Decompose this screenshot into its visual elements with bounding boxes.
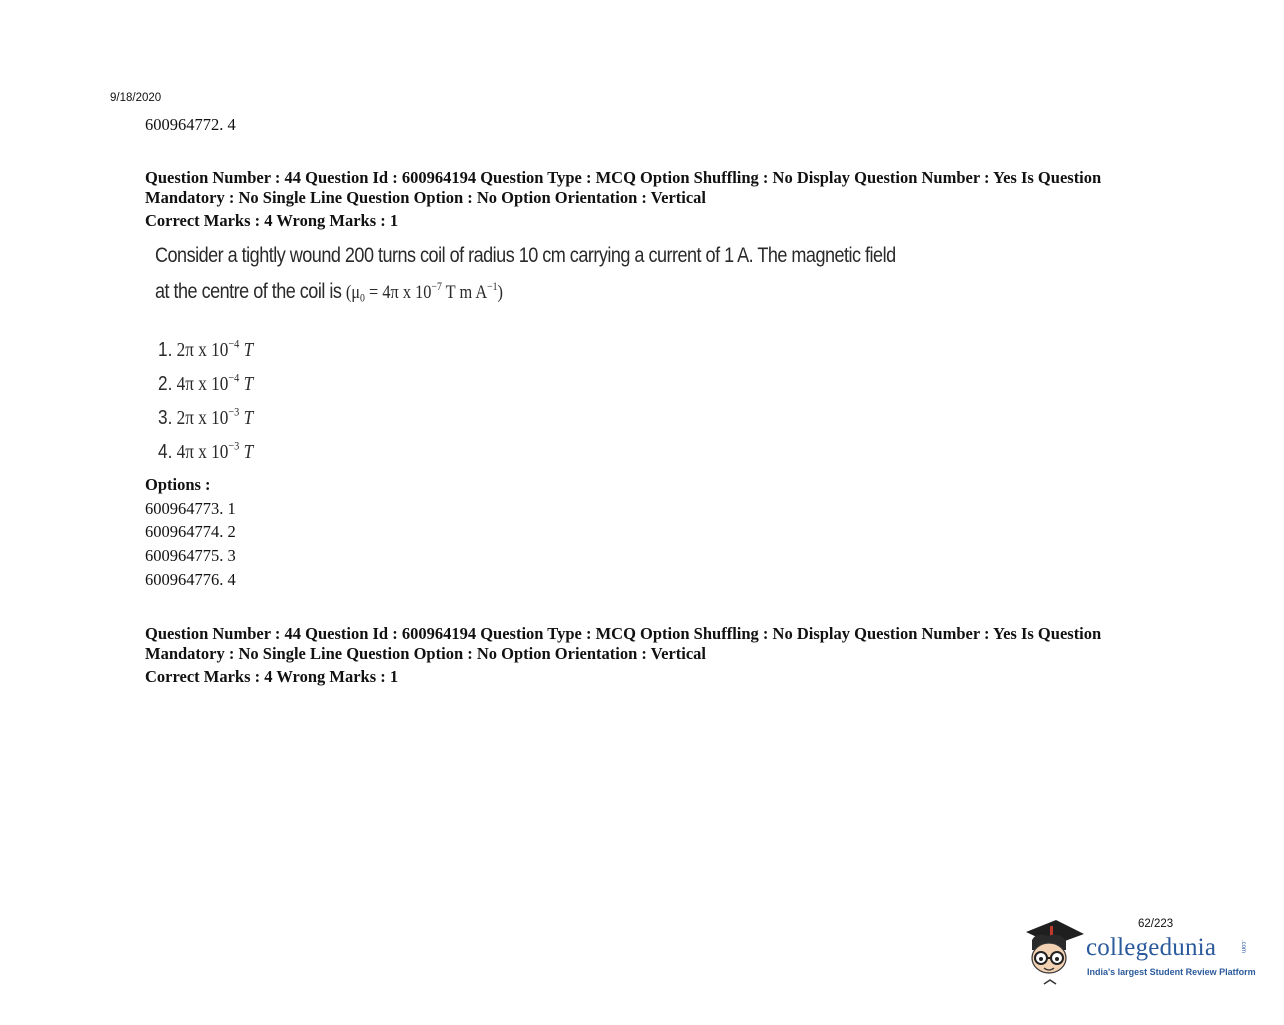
- meta-line-2: Mandatory : No Single Line Question Option : No Option Orientation : Vertical: [145, 188, 707, 207]
- previous-option-line: 600964772. 4: [145, 115, 236, 134]
- question-text-line-2-text: at the centre of the coil is: [155, 280, 342, 303]
- option-id-1: 600964773. 1: [145, 499, 236, 518]
- print-date: 9/18/2020: [110, 92, 162, 104]
- brand-wordmark: collegedunia: [1086, 934, 1217, 961]
- question-meta-2: [145, 624, 1175, 664]
- marks-line-2: Correct Marks : 4 Wrong Marks : 1: [145, 667, 399, 686]
- question-meta-1: [145, 168, 1175, 208]
- meta-line-1: Question Number : 44 Question Id : 600964194 Question Type : MCQ Option Shuffling : No Display Question Number : Yes Is Question: [145, 624, 1102, 643]
- choice-3: 3. 2π x $10^{-3}$ T: [158, 404, 254, 429]
- page-number: 62/223: [1138, 918, 1174, 930]
- choice-2: 2. 4π x $10^{-4}$ T: [158, 370, 254, 395]
- meta-line-2: Mandatory : No Single Line Question Option : No Option Orientation : Vertical: [145, 644, 707, 663]
- mascot-graduation-cap-icon: [1022, 918, 1086, 988]
- question-text-line-2: [155, 280, 503, 304]
- marks-line-1: Correct Marks : 4 Wrong Marks : 1: [145, 211, 399, 230]
- mu-zero-formula: ($\mu_0 = 4\pi$ x $10^{-7}$ T m $A^{-1}$): [345, 281, 504, 305]
- brand-suffix: .com: [1240, 940, 1246, 954]
- option-id-4: 600964776. 4: [145, 570, 236, 589]
- option-id-3: 600964775. 3: [145, 546, 236, 565]
- options-label: Options :: [145, 475, 211, 494]
- meta-line-1: Question Number : 44 Question Id : 600964194 Question Type : MCQ Option Shuffling : No Display Question Number : Yes Is Question: [145, 168, 1102, 187]
- choice-4: 4. 4π x $10^{-3}$ T: [158, 438, 254, 463]
- option-id-2: 600964774. 2: [145, 522, 236, 541]
- question-text-line-1: Consider a tightly wound 200 turns coil of radius 10 cm carrying a current of 1 A. The magnetic field: [155, 244, 896, 267]
- brand-tagline: India's largest Student Review Platform: [1087, 967, 1256, 977]
- choice-1: 1. 2π x $10^{-4}$ T: [158, 336, 254, 361]
